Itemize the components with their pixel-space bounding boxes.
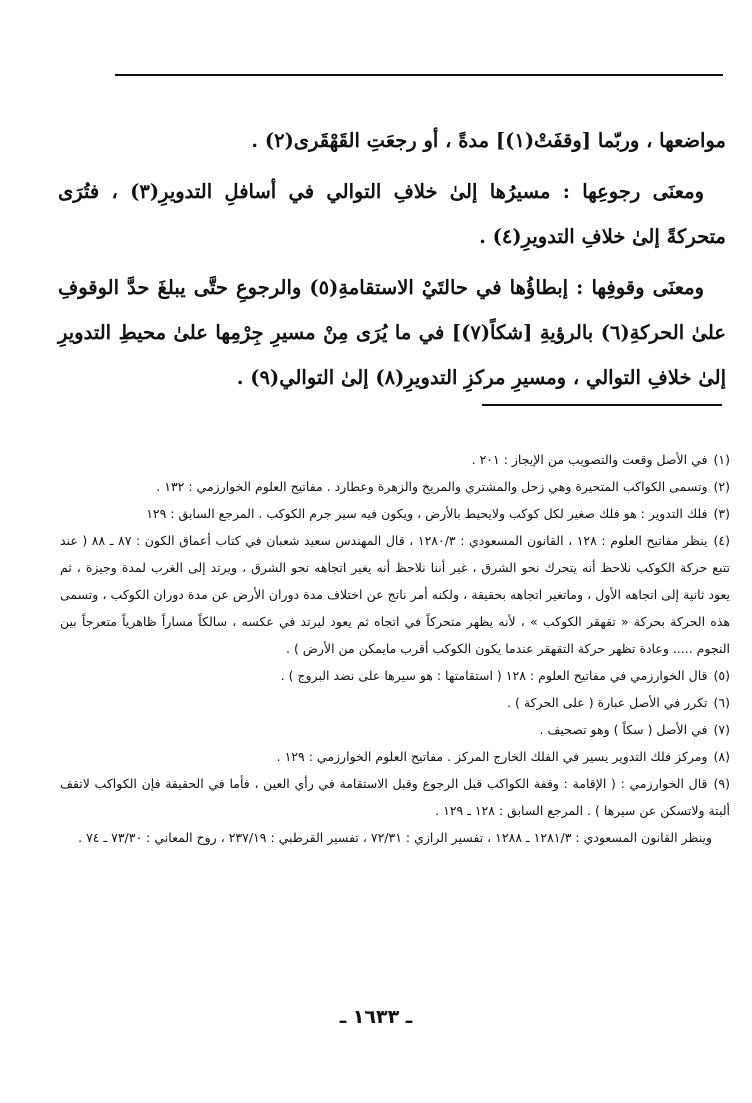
footnote-number: (٢)	[713, 479, 730, 494]
footnote	[60, 446, 730, 473]
footnote-number: (٥)	[713, 668, 730, 683]
footnote-text: في الأصل ( سكاً ) وهو تصحيف .	[539, 722, 708, 737]
footnote-text: قال الخوارزمي في مفاتيح العلوم : ١٢٨ ( استقامتها : هو سيرها على نضد البروج ) .	[280, 668, 708, 683]
footnote-number: (٣)	[713, 506, 730, 521]
footnote	[60, 689, 730, 716]
footnote	[60, 716, 730, 743]
footnote-separator	[482, 404, 722, 406]
footnote	[60, 770, 730, 824]
footnote-continuation-text: وينظر القانون المسعودي : ١٢٨١/٣ ـ ١٢٨٨ ، تفسير الرازي : ٧٢/٣١ ، تفسير القرطبي : ٢٣٧/١٩ ، روح المعاني : ٧٣/٣٠ ـ ٧٤ .	[78, 830, 712, 845]
footnote-text: ومركز فلك التدوير يسير في الفلك الخارج المركز . مفاتيح العلوم الخوارزمي : ١٢٩ .	[276, 749, 708, 764]
footnote-number: (٧)	[713, 722, 730, 737]
main-paragraph: مواضعها ، وربّما [وقفَتْ(١)] مدةً ، أو رجعَتِ القَهْقَرى(٢) .	[251, 129, 726, 152]
footnote-text: ينظر مفاتيح العلوم : ١٢٨ ، القانون المسعودي : ١٢٨٠/٣ ، قال المهندس سعيد شعبان في كتاب أعماق الكون : ٨٧ ـ ٨٨ ( عند تتبع حركة الكوكب نلاحظ أنه يتحرك نحو الشرق ، غير أننا نلاحظ أنه يغير اتجاهه نحو الشرق ، ويرتد إلى الغرب لمدة وجيزة ، ثم يعود ثانية إلى اتجاهه الأول ، وماتغير اتجاهه بحقيقة ، ولكنه أمر ناتج عن اختلاف مدة دوران الأرض عن مدة دوران الكوكب ، وتسمى هذه الحركة بحركة « تقهقر الكوكب » ، لأنه يظهر متحركاً في اتجاه ثم يعود ليرتد في عكسه ، سالكاً مساراً ظاهرياً متعرجاً بين النجوم ..... وعادة تظهر حركة التقهقر عندما يكون الكوكب أقرب مايمكن من الأرض ) .	[60, 533, 730, 656]
footnote-continuation	[60, 824, 730, 851]
footnote-number: (٩)	[713, 776, 730, 791]
footnote	[60, 743, 730, 770]
footnote-number: (٤)	[713, 533, 731, 548]
footnote-text: تكرر في الأصل عبارة ( على الحركة ) .	[507, 695, 708, 710]
footnote-text: فلك التدوير : هو فلك صغير لكل كوكب ولايحيط بالأرض ، ويكون فيه سير جرم الكوكب . المرجع السابق : ١٢٩	[146, 506, 708, 521]
footnote-number: (٨)	[713, 749, 730, 764]
page-number: ـ ١٦٣٣ ـ	[339, 1006, 413, 1028]
footnotes	[60, 446, 730, 851]
main-paragraph: ومعنَى وقوفِها : إبطاؤُها في حالتَيْ الاستقامةِ(٥) والرجوعِ حتَّى يبلغَ حدَّ الوقوفِ علىٰ الحركةِ(٦) بالرؤيةِ [شكاً(٧)] في ما يُرَى مِنْ مسيرِ جِرْمِها علىٰ محيطِ التدويرِ إلىٰ خلافِ التوالي ، ومسيرِ مركزِ التدويرِ(٨) إلىٰ التوالي(٩) .	[58, 276, 726, 389]
footnote-text: قال الخوارزمي : ( الإقامة : وقفة الكواكب قبل الرجوع وقبل الاستقامة في رأي العين ، فأما في الحقيقة فإن الكواكب لاتقف ألبتة ولاتسكن عن سيرها ) . المرجع السابق : ١٢٨ ـ ١٢٩ .	[60, 776, 730, 818]
main-paragraph: ومعنَى رجوعِها : مسيرُها إلىٰ خلافِ التوالي في أسافلِ التدويرِ(٣) ، فتُرَى متحركةً إلىٰ خلافِ التدويرِ(٤) .	[58, 180, 726, 248]
header-rule	[115, 74, 723, 76]
footnote	[60, 473, 730, 500]
footnote-number: (١)	[713, 452, 730, 467]
footnote-number: (٦)	[713, 695, 730, 710]
main-text	[58, 118, 726, 406]
footnote-text: وتسمى الكواكب المتحيرة وهي زحل والمشتري والمريخ والزهرة وعطارد . مفاتيح العلوم الخوارزمي : ١٣٢ .	[156, 479, 708, 494]
footnote	[60, 500, 730, 527]
footnote	[60, 662, 730, 689]
footnote-text: في الأصل وقعت والتصويب من الإيجاز : ٢٠١ .	[471, 452, 708, 467]
footnote	[60, 527, 730, 662]
